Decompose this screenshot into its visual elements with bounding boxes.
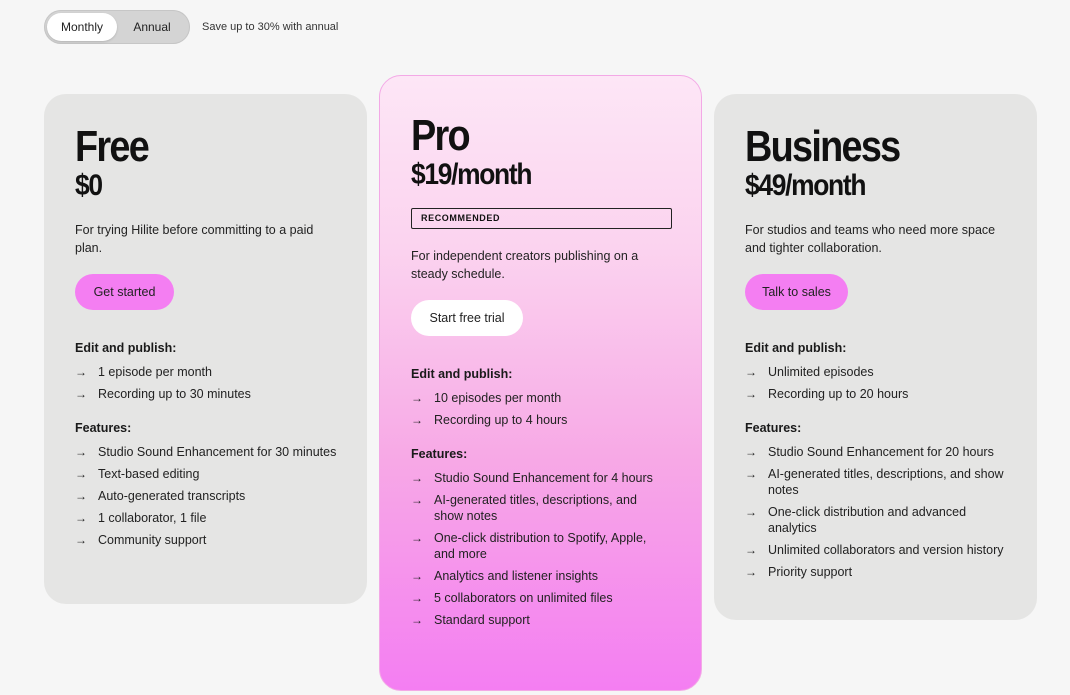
start-free-trial-button[interactable]: Start free trial (411, 300, 523, 336)
arrow-right-icon: → (411, 591, 423, 605)
list-item: → 1 collaborator, 1 file (75, 511, 207, 525)
plan-card-pro (379, 75, 702, 691)
arrow-right-icon: → (75, 445, 87, 459)
arrow-right-icon: → (75, 387, 87, 401)
list-item: → Standard support (411, 613, 530, 627)
arrow-right-icon: → (411, 493, 423, 507)
arrow-right-icon: → (75, 365, 87, 379)
arrow-right-icon: → (745, 467, 757, 481)
billing-option-annual[interactable]: Annual (133, 20, 171, 34)
plan-price: $19/month (411, 158, 532, 191)
list-item: → 1 episode per month (75, 365, 212, 379)
list-item: → Studio Sound Enhancement for 30 minutes (75, 445, 337, 459)
arrow-right-icon: → (411, 613, 423, 627)
arrow-right-icon: → (745, 565, 757, 579)
list-item: → One-click distribution to Spotify, Apple, and more (411, 531, 647, 561)
annual-savings-note: Save up to 30% with annual (202, 21, 339, 33)
list-item: → Unlimited episodes (745, 365, 874, 379)
plan-card-business (714, 94, 1037, 620)
list-item: → Recording up to 20 hours (745, 387, 909, 401)
list-item: → Auto-generated transcripts (75, 489, 246, 503)
get-started-button[interactable]: Get started (75, 274, 174, 310)
list-item: → Studio Sound Enhancement for 4 hours (411, 471, 653, 485)
billing-period-toggle[interactable] (44, 10, 190, 44)
list-item: → Recording up to 4 hours (411, 413, 568, 427)
arrow-right-icon: → (411, 569, 423, 583)
plan-name: Pro (411, 111, 469, 160)
section-title: Edit and publish: (745, 341, 847, 355)
section-title: Edit and publish: (75, 341, 177, 355)
list-item: → 10 episodes per month (411, 391, 562, 405)
arrow-right-icon: → (745, 365, 757, 379)
arrow-right-icon: → (745, 543, 757, 557)
talk-to-sales-button[interactable]: Talk to sales (745, 274, 848, 310)
feature-list (411, 390, 675, 428)
recommended-badge: RECOMMENDED (411, 208, 672, 229)
list-item: → Analytics and listener insights (411, 569, 598, 583)
list-item: → Priority support (745, 565, 853, 579)
arrow-right-icon: → (411, 413, 423, 427)
arrow-right-icon: → (745, 387, 757, 401)
plan-card-free (44, 94, 367, 604)
list-item: → AI-generated titles, descriptions, and show notes (745, 467, 1004, 497)
plan-price: $0 (75, 169, 102, 202)
list-item: → One-click distribution and advanced analytics (745, 505, 967, 535)
arrow-right-icon: → (745, 505, 757, 519)
plan-price: $49/month (745, 169, 866, 202)
section-title: Edit and publish: (411, 367, 513, 381)
plan-description: For trying Hilite before committing to a paid plan. (75, 223, 314, 255)
arrow-right-icon: → (411, 471, 423, 485)
list-item: → Text-based editing (75, 467, 200, 481)
arrow-right-icon: → (411, 531, 423, 545)
list-item: → Recording up to 30 minutes (75, 387, 251, 401)
feature-list (745, 444, 1010, 580)
plan-description: For independent creators publishing on a steady schedule. (411, 249, 639, 281)
billing-toggle-row (44, 10, 338, 44)
section-title: Features: (745, 421, 802, 435)
section-title: Features: (411, 447, 468, 461)
plan-description: For studios and teams who need more space and tighter collaboration. (745, 223, 996, 255)
feature-list (745, 364, 1011, 402)
plan-name: Free (75, 122, 149, 171)
plan-name: Business (745, 122, 900, 171)
arrow-right-icon: → (411, 391, 423, 405)
list-item: → 5 collaborators on unlimited files (411, 591, 613, 605)
arrow-right-icon: → (75, 489, 87, 503)
arrow-right-icon: → (75, 511, 87, 525)
list-item: → AI-generated titles, descriptions, and show notes (411, 493, 637, 523)
feature-list (411, 470, 663, 628)
arrow-right-icon: → (75, 467, 87, 481)
list-item: → Studio Sound Enhancement for 20 hours (745, 445, 994, 459)
list-item: → Unlimited collaborators and version history (745, 543, 1004, 557)
section-title: Features: (75, 421, 132, 435)
feature-list (75, 444, 341, 548)
list-item: → Community support (75, 533, 207, 547)
billing-option-monthly[interactable]: Monthly (47, 13, 117, 41)
arrow-right-icon: → (745, 445, 757, 459)
arrow-right-icon: → (75, 533, 87, 547)
feature-list (75, 364, 341, 402)
